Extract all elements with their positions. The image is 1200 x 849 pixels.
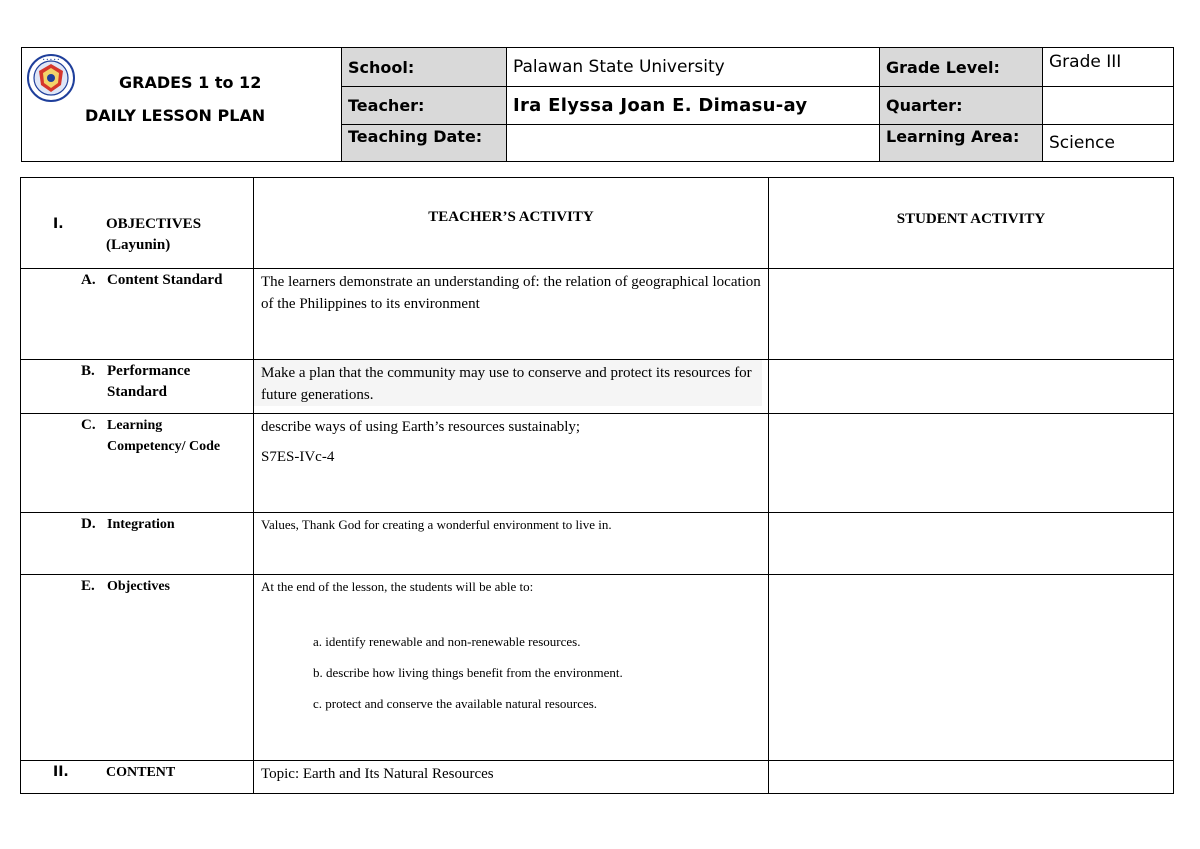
student-activity-cell — [769, 575, 1174, 761]
lesson-plan-header — [21, 47, 1174, 162]
brand-subtitle: DAILY LESSON PLAN — [85, 106, 266, 125]
section-numeral: I. — [53, 216, 64, 232]
learning-area-value: Science — [1043, 125, 1174, 162]
row-letter: C. — [81, 417, 96, 433]
teacher-activity-label: TEACHER’S ACTIVITY — [428, 208, 594, 225]
table-row — [21, 360, 1174, 414]
teacher-label: Teacher: — [342, 87, 507, 125]
quarter-value — [1043, 87, 1174, 125]
student-activity-cell — [769, 360, 1174, 414]
row-letter: A. — [81, 272, 96, 288]
student-activity-cell — [769, 269, 1174, 360]
teacher-activity-header — [254, 178, 769, 269]
performance-standard-label — [107, 361, 190, 403]
integration-text: Values, Thank God for creating a wonderful environment to live in. — [261, 517, 612, 532]
svg-text:• • • • •: • • • • • — [42, 57, 60, 62]
objectives-subtitle: (Layunin) — [106, 237, 171, 253]
school-label: School: — [342, 48, 507, 87]
integration-label: Integration — [107, 517, 175, 532]
competency-label-line2: Competency/ Code — [107, 439, 221, 454]
objectives-title: OBJECTIVES — [106, 216, 202, 232]
student-activity-cell — [769, 761, 1174, 794]
deped-seal-icon — [27, 54, 75, 102]
school-value: Palawan State University — [507, 48, 880, 87]
table-row — [21, 269, 1174, 360]
list-item: a. identify renewable and non-renewable resources. — [313, 634, 581, 649]
row-label-cell — [21, 269, 254, 360]
grade-level-value: Grade III — [1043, 48, 1174, 87]
learning-area-label: Learning Area: — [880, 125, 1043, 162]
objectives-block — [254, 575, 768, 719]
row-letter: E. — [81, 578, 95, 594]
brand-title: GRADES 1 to 12 — [119, 73, 262, 92]
learning-competency-label — [107, 415, 220, 457]
competency-label-line1: Learning — [107, 418, 163, 433]
list-item: c. protect and conserve the available natural resources. — [313, 696, 598, 711]
objectives-intro: At the end of the lesson, the students will be able to: — [261, 579, 534, 594]
list-item: b. describe how living things benefit from the environment. — [313, 665, 623, 680]
grade-level-label: Grade Level: — [880, 48, 1043, 87]
row-label-cell — [21, 360, 254, 414]
student-activity-label: STUDENT ACTIVITY — [896, 210, 1046, 227]
section-numeral: II. — [53, 764, 69, 780]
table-row — [21, 414, 1174, 513]
teacher-value: Ira Elyssa Joan E. Dimasu-ay — [507, 87, 880, 125]
content-heading: CONTENT — [106, 765, 176, 780]
row-label-cell — [21, 575, 254, 761]
row-label-cell — [21, 414, 254, 513]
learning-competency-text: describe ways of using Earth’s resources sustainably; — [261, 419, 581, 435]
table-row — [21, 575, 1174, 761]
integration-cell — [254, 513, 769, 575]
content-standard-cell — [254, 269, 769, 360]
table-row — [21, 761, 1174, 794]
brand-block — [22, 48, 342, 162]
topic-text: Topic: Earth and Its Natural Resources — [261, 766, 494, 782]
teaching-date-label: Teaching Date: — [342, 125, 507, 162]
performance-standard-cell — [254, 360, 769, 414]
student-activity-cell — [769, 414, 1174, 513]
objectives-heading-cell — [21, 178, 254, 269]
table-row — [21, 513, 1174, 575]
content-standard-text: The learners demonstrate an understanding of: the relation of geographical location of the Philippines to its environment — [261, 274, 761, 312]
objectives-label: Objectives — [107, 579, 170, 594]
performance-label-line1: Performance — [107, 363, 191, 379]
row-label-cell — [21, 513, 254, 575]
teaching-date-value — [507, 125, 880, 162]
row-letter: B. — [81, 363, 95, 379]
student-activity-cell — [769, 513, 1174, 575]
topic-cell — [254, 761, 769, 794]
learning-competency-block — [254, 414, 768, 468]
lesson-plan-table — [20, 177, 1174, 794]
row-letter: D. — [81, 516, 96, 532]
student-activity-header — [769, 178, 1174, 269]
learning-competency-cell — [254, 414, 769, 513]
performance-standard-text: Make a plan that the community may use to conserve and protect its resources for future generations. — [254, 360, 762, 406]
objectives-heading — [106, 214, 201, 256]
content-standard-label: Content Standard — [107, 272, 223, 288]
objectives-cell — [254, 575, 769, 761]
competency-code: S7ES-IVc-4 — [261, 449, 335, 465]
content-heading-cell — [21, 761, 254, 794]
table-header-row — [21, 178, 1174, 269]
quarter-label: Quarter: — [880, 87, 1043, 125]
performance-label-line2: Standard — [107, 384, 168, 400]
